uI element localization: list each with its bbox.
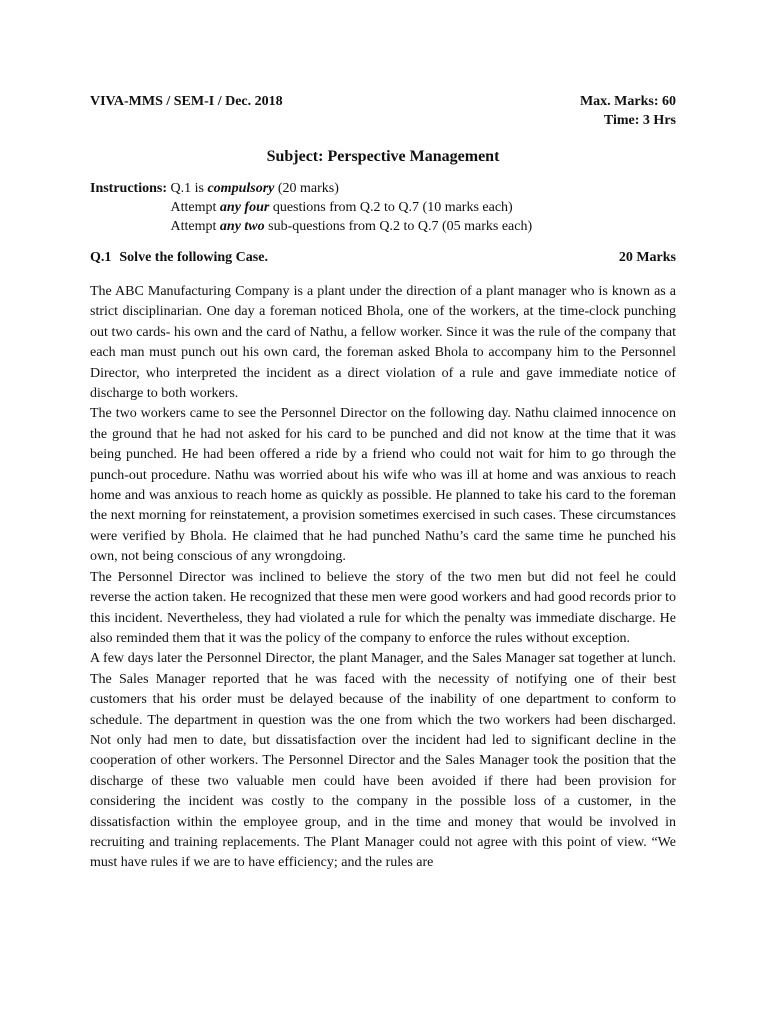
instruction-line bbox=[171, 217, 533, 236]
case-text bbox=[90, 282, 676, 874]
exam-header bbox=[90, 92, 676, 111]
case-paragraph: A few days later the Personnel Director, the plant Manager, and the Sales Manager sat together at lunch. The Sales Manager reported that he was faced with the necessity of notifying one of their best customers that his order must be delayed because of the inability of one department to conform to schedule. The department in question was the one from which the two workers had been discharged. Not only had men to date, but dissatisfaction over the incident had led to significant decline in the cooperation of other workers. The Personnel Director and the Sales Manager took the position that the discharge of these two valuable men could have been avoided if there had been provision for considering the incident was costly to the company in the possible loss of a customer, in the dissatisfaction within the employee group, and in the time and money that would be involved in recruiting and training replacements. The Plant Manager could not agree with this point of view. “We must have rules if we are to have efficiency; and the rules are bbox=[90, 651, 676, 871]
instructions bbox=[90, 179, 676, 236]
instruction-text: (20 marks) bbox=[274, 181, 339, 196]
exam-page bbox=[90, 92, 676, 874]
question-label bbox=[90, 248, 276, 267]
case-paragraph: The two workers came to see the Personnel Director on the following day. Nathu claimed innocence on the ground that he had not asked for his card to be punched and did not know at the time that it was being punched. He had been offered a ride by a friend who could not wait for him to go through the punch-out procedure. Nathu was worried about his wife who was ill at home and was anxious to reach home and was anxious to reach home as quickly as possible. He planned to take his card to the foreman the next morning for reinstatement, a provision sometimes exercised in such cases. These circumstances were verified by Bhola. He claimed that he had punched Nathu’s card the same time he punched his own, not being conscious of any wrongdoing. bbox=[90, 406, 676, 565]
max-marks: Max. Marks: 60 bbox=[579, 94, 676, 109]
instructions-label: Instructions: bbox=[90, 181, 168, 196]
instruction-emphasis: any four bbox=[219, 200, 270, 215]
instruction-text: sub-questions from Q.2 to Q.7 (05 marks each) bbox=[264, 219, 533, 234]
instruction-line bbox=[171, 179, 533, 198]
instructions-lines bbox=[171, 179, 533, 236]
instruction-emphasis: compulsory bbox=[207, 181, 275, 196]
exam-code: VIVA-MMS / SEM-I / Dec. 2018 bbox=[90, 94, 283, 109]
instruction-text: questions from Q.2 to Q.7 (10 marks each) bbox=[269, 200, 513, 215]
case-paragraph: The ABC Manufacturing Company is a plant under the direction of a plant manager who is known as a strict disciplinarian. One day a foreman noticed Bhola, one of the workers, at the time-clock punching out two cards- his own and the card of Nathu, a fellow worker. Since it was the rule of the company that each man must punch out his own card, the foreman asked Bhola to accompany him to the Personnel Director, who interpreted the incident as a direct violation of a rule and gave immediate notice of discharge to both workers. bbox=[90, 284, 676, 402]
instruction-text: Attempt bbox=[170, 200, 220, 215]
question-number: Q.1 bbox=[90, 250, 112, 265]
subject-title: Subject: Perspective Management bbox=[266, 148, 500, 165]
question-heading bbox=[90, 248, 676, 267]
instruction-emphasis: any two bbox=[219, 219, 265, 234]
instruction-line bbox=[171, 198, 533, 217]
instruction-text: Q.1 is bbox=[170, 181, 208, 196]
case-paragraph: The Personnel Director was inclined to believe the story of the two men but did not feel he could reverse the action taken. He recognized that these men were good workers and had good records prior to this incident. Nevertheless, they had violated a rule for which the penalty was immediate discharge. He also reminded them that it was the policy of the company to enforce the rules without exception. bbox=[90, 569, 676, 646]
question-title: Solve the following Case. bbox=[119, 250, 268, 265]
exam-time: Time: 3 Hrs bbox=[603, 113, 676, 128]
instruction-text: Attempt bbox=[170, 219, 220, 234]
question-marks: 20 Marks bbox=[618, 250, 676, 265]
